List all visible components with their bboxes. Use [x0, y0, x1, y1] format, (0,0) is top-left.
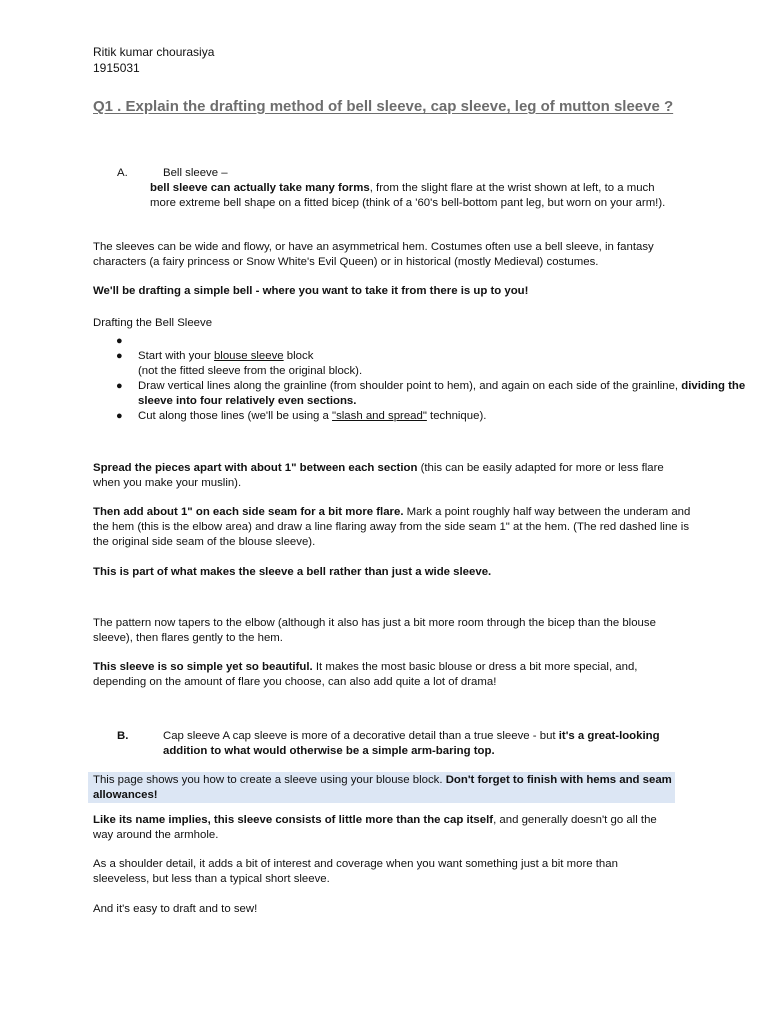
- bullet-2-pre: Draw vertical lines along the grainline (from shoulder point to hem), and again on each side of the grainline,: [138, 380, 682, 392]
- bullet-1-marker: ●: [116, 350, 123, 362]
- simple-bold: This sleeve is so simple yet so beautiful.: [93, 661, 313, 673]
- question-heading: Q1 . Explain the drafting method of bell sleeve, cap sleeve, leg of mutton sleeve ?: [93, 98, 674, 115]
- section-b-label-text: B.: [117, 730, 129, 742]
- author-block: [93, 44, 693, 76]
- section-b-title-bold: it's a great-looking addition to what would otherwise be a simple arm-baring top.: [163, 730, 660, 757]
- bullet-1-line2: (not the fitted sleeve from the original block).: [138, 365, 363, 377]
- bell-intro-rest: , from the slight flare at the wrist shown at left, to a much more extreme bell shape on a fitted bicep (think of a '60's bell-bottom pant leg, but worn on your arm!).: [150, 182, 666, 209]
- section-b-label: [117, 729, 128, 744]
- section-a-label: A.: [117, 167, 128, 179]
- section-b-title-pre: Cap sleeve A cap sleeve is more of a decorative detail than a true sleeve - but: [163, 730, 559, 742]
- section-a-title: Bell sleeve –: [163, 167, 228, 179]
- bullet-2-marker: ●: [116, 380, 123, 392]
- bullet-3-marker: ●: [116, 410, 123, 422]
- bullet-1-text: [138, 349, 768, 379]
- simple-rest: It makes the most basic blouse or dress a bit more special, and, depending on the amount of flare you choose, can also add quite a lot of drama!: [93, 661, 638, 688]
- bullet-3-post: technique).: [426, 410, 487, 422]
- drafting-heading: Drafting the Bell Sleeve: [93, 317, 213, 329]
- name-paragraph: [93, 813, 673, 843]
- add-rest: Mark a point roughly half way between the underam and the hem (this is the elbow area) and draw a line flaring away from the side seam 1" at the hem. (The red dashed line is the original side seam of the blouse sleeve).: [93, 506, 691, 548]
- bell-intro-bold: bell sleeve can actually take many forms: [150, 182, 370, 194]
- taper-paragraph: The pattern now tapers to the elbow (although it also has just a bit more room through the bicep than the blouse sleeve), then flares gently to the hem.: [93, 617, 656, 644]
- highlight-pre: This page shows you how to create a sleeve using your blouse block.: [93, 774, 446, 786]
- bell-note: [93, 565, 693, 580]
- spread-paragraph: [93, 461, 693, 491]
- bullet-2-bold: dividing the sleeve into four relatively even sections.: [138, 380, 746, 407]
- add-paragraph: [93, 505, 693, 550]
- bullet-empty: ●: [116, 335, 123, 347]
- author-name: Ritik kumar chourasiya: [93, 45, 215, 59]
- easy-paragraph: And it's easy to draft and to sew!: [93, 903, 258, 915]
- roll-number: 1915031: [93, 61, 140, 75]
- highlight-paragraph: [93, 773, 673, 803]
- name-rest: , and generally doesn't go all the way around the armhole.: [93, 814, 657, 841]
- bullet-2-text: [138, 379, 768, 409]
- blouse-sleeve-link[interactable]: blouse sleeve: [213, 350, 284, 362]
- section-b-title: [163, 729, 683, 759]
- spread-bold: Spread the pieces apart with about 1" between each section: [93, 462, 418, 474]
- bullet-3-text: [138, 409, 768, 424]
- bell-para-1: The sleeves can be wide and flowy, or have an asymmetrical hem. Costumes often use a bell sleeve, in fantasy characters (a fairy princess or Snow White's Evil Queen) or in historical (mostly Medieval) costumes.: [93, 241, 654, 268]
- slash-and-spread-link[interactable]: "slash and spread": [332, 410, 427, 422]
- shoulder-paragraph: As a shoulder detail, it adds a bit of interest and coverage when you want something just a bit more than sleeveless, but less than a typical short sleeve.: [93, 858, 618, 885]
- highlight-bold: Don't forget to finish with hems and seam allowances!: [93, 774, 672, 801]
- bullet-3-pre: Cut along those lines (we'll be using a: [138, 410, 333, 422]
- bullet-1-pre: Start with your: [138, 350, 214, 362]
- name-bold: Like its name implies, this sleeve consists of little more than the cap itself: [93, 814, 494, 826]
- simple-paragraph: [93, 660, 693, 690]
- bell-note-bold: This is part of what makes the sleeve a bell rather than just a wide sleeve.: [93, 566, 492, 578]
- bell-para-2-bold: We'll be drafting a simple bell - where you want to take it from there is up to you!: [93, 285, 529, 297]
- bullet-1-post: block: [283, 350, 314, 362]
- bell-para-2: [93, 284, 693, 299]
- bell-intro: [150, 181, 680, 211]
- spread-rest: (this can be easily adapted for more or less flare when you make your muslin).: [93, 462, 664, 489]
- add-bold: Then add about 1" on each side seam for a bit more flare.: [93, 506, 404, 518]
